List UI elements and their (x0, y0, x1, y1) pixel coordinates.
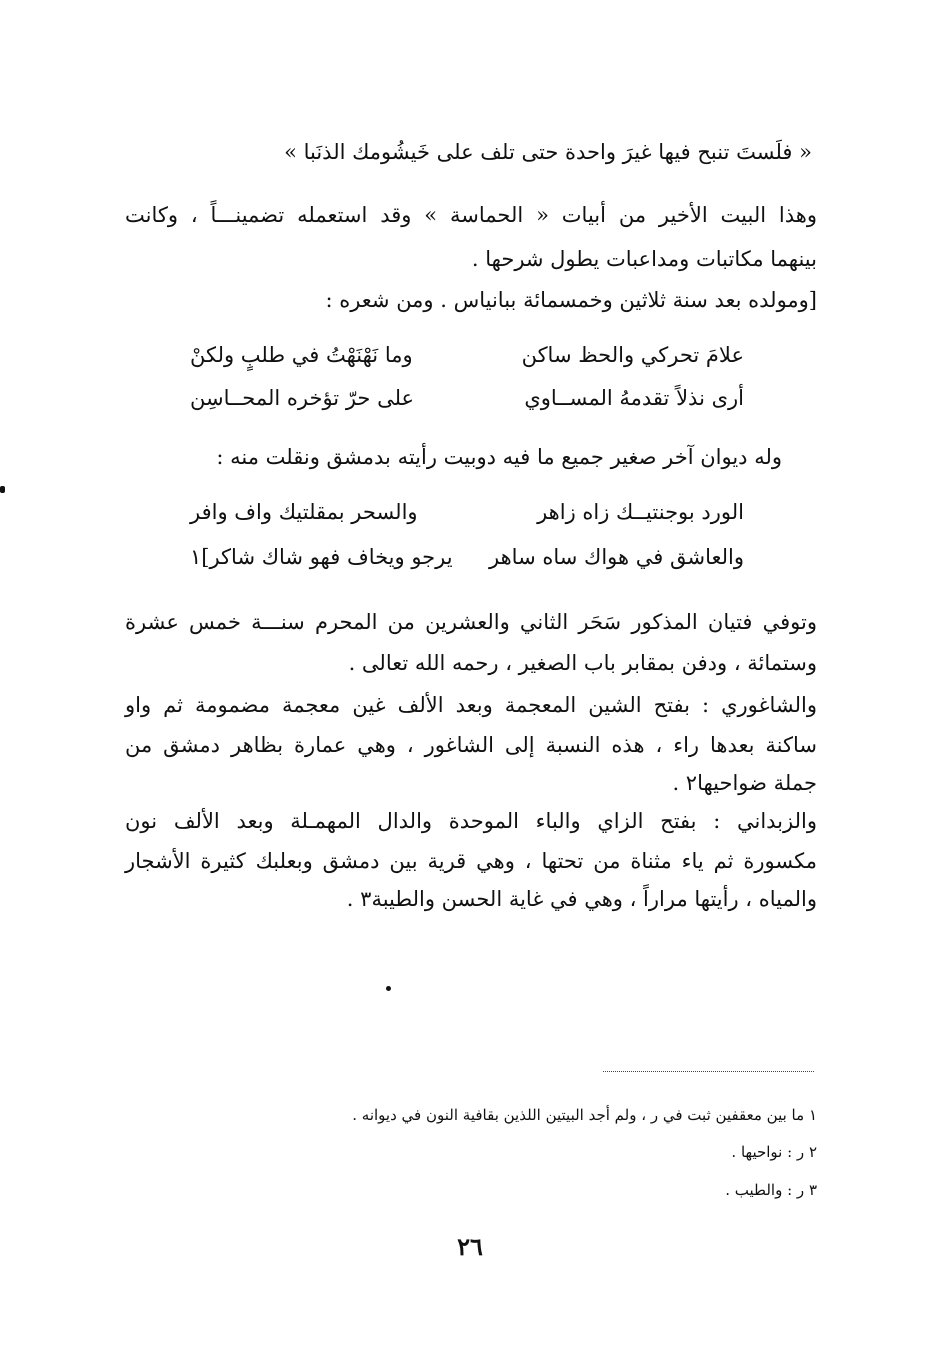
para4-line3: جملة ضواحيها٢ . (672, 771, 817, 795)
para2-line: وله ديوان آخر صغير جميع ما فيه دوبيت رأيته بدمشق ونقلت منه : (216, 445, 782, 469)
para5-line2: مكسورة ثم ياء مثناة من تحتها ، وهي قرية بين دمشق وبعلبك كثيرة الأشجار (125, 849, 817, 873)
para3-line2: وستمائة ، ودفن بمقابر باب الصغير ، رحمه الله تعالى . (348, 651, 817, 675)
para1-line3: [ومولده بعد سنة ثلاثين وخمسمائة ببانياس . ومن شعره : (325, 288, 817, 312)
verse1-first-hemistich: علامَ تحركي والحظ ساكن (521, 343, 744, 367)
para4-line2: ساكنة بعدها راء ، هذه النسبة إلى الشاغور ، وهي عمارة بظاهر دمشق من (125, 733, 817, 757)
para5-line1: والزبداني : بفتح الزاي والباء الموحدة والدال المهمـلة وبعد الألف نون (125, 809, 817, 833)
footnote-separator (603, 1071, 814, 1072)
para4-line1: والشاغوري : بفتح الشين المعجمة وبعد الألف غين معجمة مضمومة ثم واو (125, 693, 817, 717)
footnote-1: ١ ما بين معقفين ثبت في ر ، ولم أجد البيتين اللذين بقافية النون في ديوانه . (352, 1106, 817, 1124)
para3-line1: وتوفي فتيان المذكور سَحَر الثاني والعشرين من المحرم سنـــة خمس عشرة (125, 610, 817, 634)
verse4-first-hemistich: والعاشق في هواك ساه ساهر (489, 545, 744, 569)
opening-verse: « فلَستَ تنبح فيها غيرَ واحدة حتى تلف على خَيشُومك الذنَبا » (284, 140, 812, 164)
verse1-second-hemistich: وما نَهْنَهْتُ في طلبٍ ولكنْ (190, 343, 413, 367)
footnote-3: ٣ ر : والطيب . (725, 1181, 817, 1199)
verse4-second-hemistich: يرجو ويخاف فهو شاك شاكر]١ (190, 545, 453, 569)
margin-mark (0, 486, 5, 493)
verse2-second-hemistich: على حرّ تؤخره المحــاسِن (190, 386, 415, 410)
footnote-2: ٢ ر : نواحيها . (731, 1143, 817, 1161)
para1-line1: وهذا البيت الأخير من أبيات « الحماسة » وقد استعمله تضمينـــاً ، وكانت (125, 203, 817, 227)
verse3-first-hemistich: الورد بوجنتيــك زاه زاهر (537, 500, 744, 524)
verse3-second-hemistich: والسحر بمقلتيك واف وافر (190, 500, 418, 524)
stray-dot (386, 986, 391, 991)
verse2-first-hemistich: أرى نذلاً تقدمهُ المســاوي (524, 386, 744, 410)
page-number: ٢٦ (457, 1232, 483, 1261)
para5-line3: والمياه ، رأيتها مراراً ، وهي في غاية الحسن والطيبة٣ . (346, 887, 817, 911)
para1-line2: بينهما مكاتبات ومداعبات يطول شرحها . (471, 247, 817, 271)
